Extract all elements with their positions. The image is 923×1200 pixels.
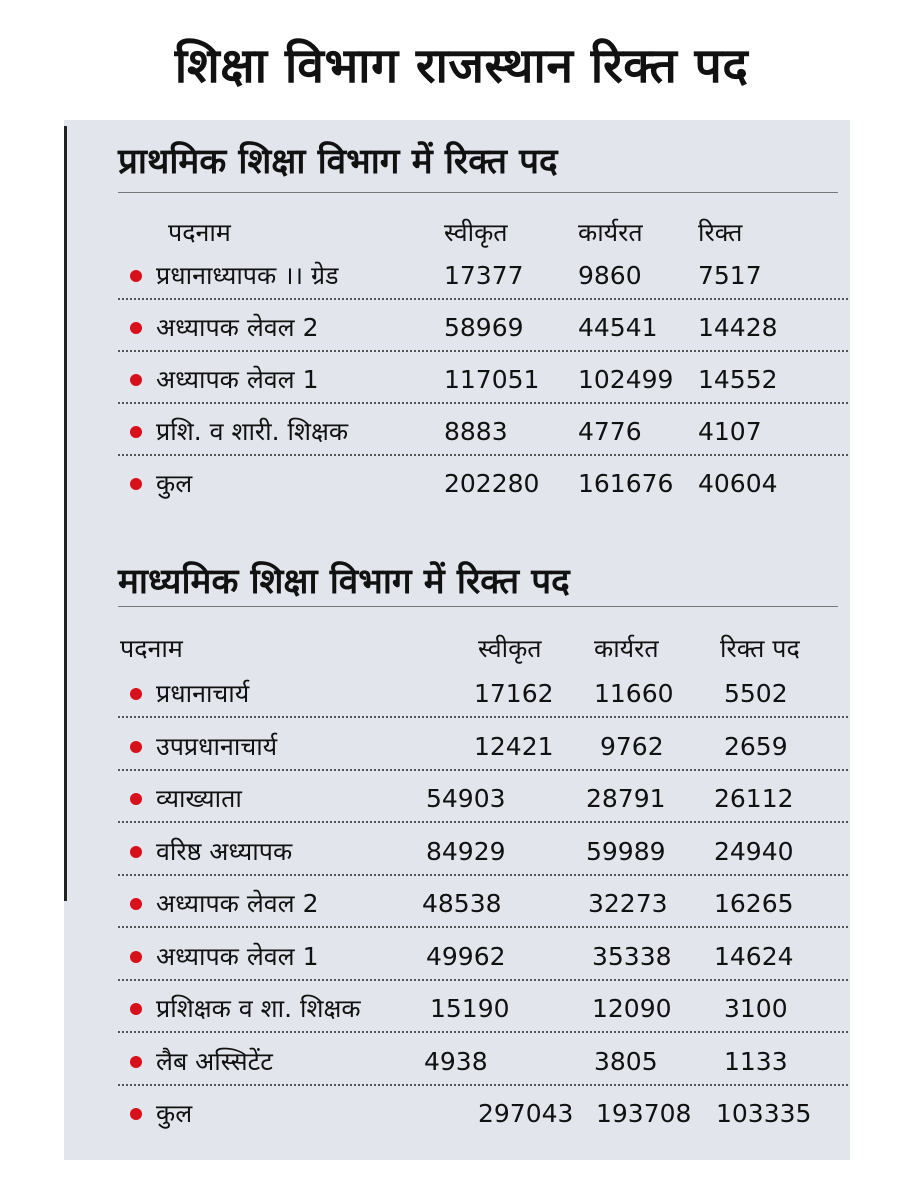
primary-vacant-value: 40604 [698, 469, 778, 498]
primary-sanctioned-value: 8883 [444, 417, 508, 446]
secondary-vacant-value: 16265 [714, 889, 794, 918]
row-divider [118, 402, 848, 404]
secondary-sanctioned-value: 12421 [474, 731, 554, 761]
secondary-sanctioned-value: 54903 [426, 784, 506, 813]
secondary-working-value: 59989 [586, 836, 666, 866]
primary-table-row [64, 412, 850, 464]
row-divider [118, 350, 848, 352]
secondary-table-row [64, 674, 850, 726]
row-divider [118, 926, 848, 928]
row-divider [118, 1084, 848, 1086]
primary-table-row [64, 360, 850, 412]
secondary-sanctioned-value: 15190 [430, 994, 510, 1023]
secondary-table-row [64, 1042, 850, 1094]
primary-sanctioned-value: 117051 [444, 365, 540, 394]
primary-vacant-value: 14428 [698, 313, 778, 342]
bullet-icon [130, 688, 142, 700]
secondary-post-name: लैब अस्सिटेंट [156, 1046, 273, 1076]
primary-heading: प्राथमिक शिक्षा विभाग में रिक्त पद [118, 142, 558, 182]
primary-post-name: कुल [156, 469, 193, 498]
primary-table-row [64, 256, 850, 308]
row-divider [118, 454, 848, 456]
primary-table-row [64, 464, 850, 516]
bullet-icon [130, 426, 142, 438]
secondary-vacant-value: 26112 [714, 784, 794, 813]
primary-vacant-value: 14552 [698, 365, 778, 394]
secondary-col-vacant: रिक्त पद [720, 634, 800, 663]
primary-col-vacant: रिक्त [698, 218, 743, 247]
primary-post-name: प्रशि. व शारी. शिक्षक [156, 417, 349, 446]
bullet-icon [130, 741, 142, 753]
secondary-col-working: कार्यरत [594, 634, 659, 663]
secondary-post-name: अध्यापक लेवल 2 [156, 889, 319, 918]
secondary-working-value: 12090 [592, 994, 672, 1023]
bullet-icon [130, 793, 142, 805]
secondary-sanctioned-value: 297043 [478, 1099, 574, 1128]
primary-col-sanctioned: स्वीकृत [444, 218, 508, 247]
secondary-table-row [64, 884, 850, 936]
row-divider [118, 716, 848, 718]
bullet-icon [130, 1108, 142, 1120]
secondary-sanctioned-value: 4938 [424, 1046, 488, 1076]
page-title: शिक्षा विभाग राजस्थान रिक्त पद [174, 38, 749, 94]
secondary-col-sanctioned: स्वीकृत [478, 634, 542, 663]
secondary-table-row [64, 727, 850, 779]
secondary-col-post: पदनाम [120, 634, 183, 663]
bullet-icon [130, 951, 142, 963]
primary-working-value: 102499 [578, 365, 674, 394]
bullet-icon [130, 898, 142, 910]
primary-vacant-value: 4107 [698, 417, 762, 446]
bullet-icon [130, 322, 142, 334]
bullet-icon [130, 1056, 142, 1068]
primary-sanctioned-value: 17377 [444, 261, 524, 290]
row-divider [118, 1031, 848, 1033]
secondary-working-value: 3805 [594, 1046, 658, 1076]
secondary-working-value: 35338 [592, 941, 672, 971]
secondary-post-name: अध्यापक लेवल 1 [156, 941, 319, 971]
primary-table-row [64, 308, 850, 360]
primary-working-value: 4776 [578, 417, 642, 446]
secondary-vacant-value: 103335 [716, 1099, 812, 1128]
secondary-vacant-value: 14624 [714, 941, 794, 971]
secondary-heading-rule [118, 606, 838, 607]
secondary-table-row [64, 937, 850, 989]
primary-post-name: प्रधानाध्यापक ।। ग्रेड [156, 261, 339, 290]
primary-working-value: 9860 [578, 261, 642, 290]
secondary-working-value: 193708 [596, 1099, 692, 1128]
bullet-icon [130, 846, 142, 858]
secondary-sanctioned-value: 17162 [474, 679, 554, 708]
secondary-table-row [64, 779, 850, 831]
bullet-icon [130, 270, 142, 282]
secondary-post-name: वरिष्ठ अध्यापक [156, 836, 293, 866]
primary-post-name: अध्यापक लेवल 1 [156, 365, 319, 394]
secondary-working-value: 9762 [600, 731, 664, 761]
row-divider [118, 769, 848, 771]
secondary-post-name: प्रधानाचार्य [156, 679, 250, 708]
secondary-working-value: 32273 [588, 889, 668, 918]
primary-post-name: अध्यापक लेवल 2 [156, 313, 319, 342]
secondary-post-name: प्रशिक्षक व शा. शिक्षक [156, 994, 361, 1023]
secondary-sanctioned-value: 48538 [422, 889, 502, 918]
secondary-heading: माध्यमिक शिक्षा विभाग में रिक्त पद [118, 562, 570, 602]
primary-heading-rule [118, 192, 838, 193]
secondary-working-value: 11660 [594, 679, 674, 708]
secondary-table-row [64, 1094, 850, 1146]
primary-sanctioned-value: 58969 [444, 313, 524, 342]
primary-working-value: 44541 [578, 313, 658, 342]
secondary-vacant-value: 2659 [724, 731, 788, 761]
bullet-icon [130, 374, 142, 386]
row-divider [118, 298, 848, 300]
primary-col-working: कार्यरत [578, 218, 643, 247]
secondary-post-name: व्याख्याता [156, 784, 242, 813]
bullet-icon [130, 1003, 142, 1015]
row-divider [118, 874, 848, 876]
primary-working-value: 161676 [578, 469, 674, 498]
secondary-working-value: 28791 [586, 784, 666, 813]
primary-sanctioned-value: 202280 [444, 469, 540, 498]
row-divider [118, 821, 848, 823]
secondary-table-row [64, 989, 850, 1041]
primary-vacant-value: 7517 [698, 261, 762, 290]
secondary-vacant-value: 3100 [724, 994, 788, 1023]
bullet-icon [130, 478, 142, 490]
secondary-vacant-value: 24940 [714, 836, 794, 866]
primary-col-post: पदनाम [168, 218, 231, 247]
secondary-post-name: उपप्रधानाचार्य [156, 731, 278, 761]
secondary-sanctioned-value: 84929 [426, 836, 506, 866]
secondary-vacant-value: 1133 [724, 1046, 788, 1076]
secondary-sanctioned-value: 49962 [426, 941, 506, 971]
secondary-post-name: कुल [156, 1099, 193, 1128]
row-divider [118, 979, 848, 981]
secondary-vacant-value: 5502 [724, 679, 788, 708]
secondary-table-row [64, 832, 850, 884]
